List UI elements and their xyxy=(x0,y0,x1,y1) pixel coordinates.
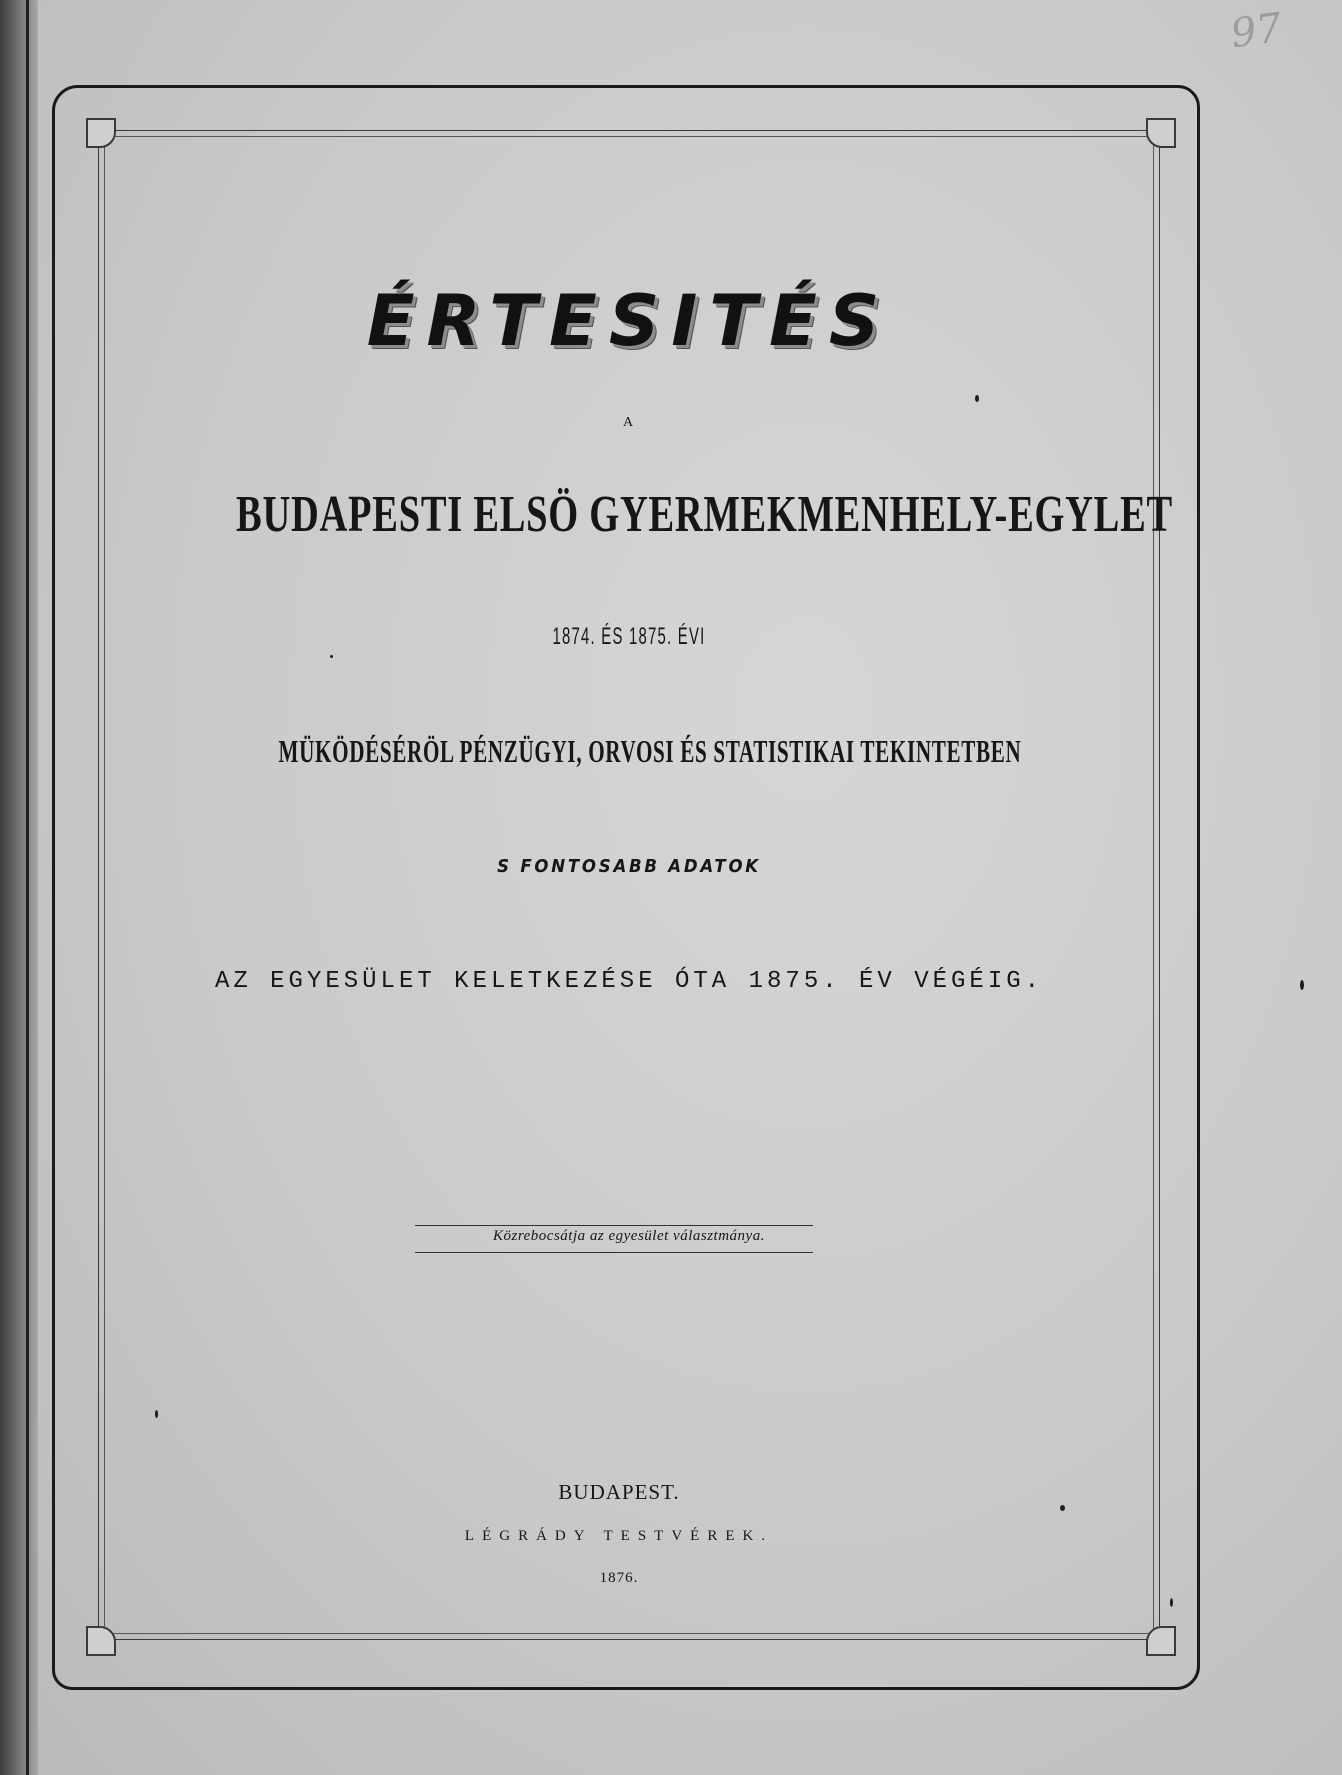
corner-ornament-top-right xyxy=(1146,118,1176,148)
corner-ornament-bottom-right xyxy=(1146,1626,1176,1656)
imprint-year: 1876. xyxy=(599,1570,639,1586)
paper-speck xyxy=(1300,980,1304,990)
corner-ornament-bottom-left xyxy=(86,1626,116,1656)
title-page-text xyxy=(98,130,1173,1640)
document-title: ÉRTESITÉS xyxy=(366,280,892,362)
binding-shadow xyxy=(0,0,38,1775)
paper-speck xyxy=(330,655,333,658)
paper-speck xyxy=(1060,1505,1065,1511)
since-line: AZ EGYESÜLET KELETKEZÉSE ÓTA 1875. ÉV VÉGÉIG. xyxy=(214,968,1044,995)
pencil-page-number: 97 xyxy=(1228,4,1285,58)
article-line: A xyxy=(622,415,636,430)
binding-edge xyxy=(26,0,29,1775)
paper-speck xyxy=(155,1410,158,1418)
society-name: BUDAPESTI ELSÖ GYERMEKMENHELY-EGYLET xyxy=(236,486,1173,543)
important-data-line: S FONTOSABB ADATOK xyxy=(497,856,761,877)
years-line: 1874. ÉS 1875. ÉVI xyxy=(552,623,706,650)
activity-line: MÜKÖDÉSÉRÖL PÉNZÜGYI, ORVOSI ÉS STATISTIKAI TEKINTETBEN xyxy=(278,733,1022,769)
paper-speck xyxy=(975,395,979,402)
paper-speck xyxy=(1170,1598,1173,1607)
imprint-printer: LÉGRÁDY TESTVÉREK. xyxy=(464,1528,774,1544)
imprint-city: BUDAPEST. xyxy=(558,1480,680,1504)
publisher-note: Közrebocsátja az egyesület választmánya. xyxy=(493,1228,765,1244)
